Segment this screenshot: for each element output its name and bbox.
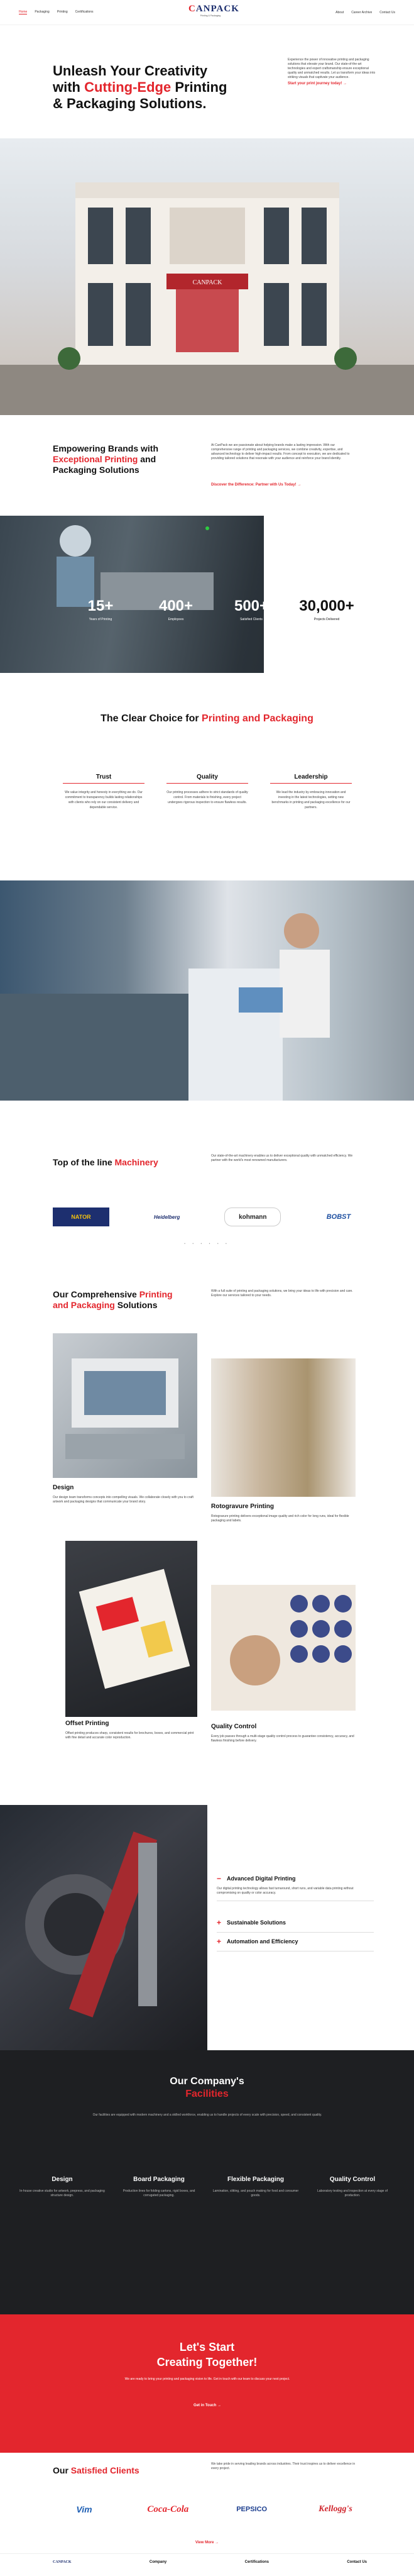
empowering-title: Empowering Brands with Exceptional Printing and Packaging Solutions (53, 443, 159, 475)
cta-band (0, 2314, 414, 2453)
pillar-divider (270, 783, 352, 784)
partner-link[interactable]: Discover the Difference: Partner with Us Today! → (211, 483, 302, 487)
accordion-body: Our digital printing technology allows fast turnaround, short runs, and variable data printing without compromising on quality or color accuracy. (217, 1887, 354, 1895)
client-logo: Kellogg's (319, 2504, 352, 2514)
brand-logo: kohmann (224, 1208, 281, 1226)
accordion-header[interactable]: + Automation and Efficiency (217, 1937, 298, 1946)
footer-logo[interactable]: CANPACK (53, 2560, 72, 2564)
carousel-dots[interactable]: • • • • • • (184, 1242, 230, 1246)
solutions-title: Our Comprehensive Printing and Packaging Solutions (53, 1289, 173, 1310)
footer (0, 2553, 414, 2576)
clear-choice-title: The Clear Choice for Printing and Packaging (101, 713, 313, 724)
design-title: Design (53, 1484, 74, 1491)
logo[interactable] (188, 4, 239, 21)
arrow-right-icon: → (217, 2404, 221, 2407)
minus-icon: − (217, 1874, 222, 1883)
offset-image (65, 1541, 197, 1717)
get-in-touch-button[interactable]: Get in Touch → (193, 2404, 221, 2407)
quality-control-title: Quality Control (211, 1723, 257, 1730)
offset-desc: Offset printing produces sharp, consistent results for brochures, boxes, and commercial print with fine detail and accurate color reproduction. (65, 1731, 194, 1740)
press-photo (0, 1805, 207, 2050)
facilities-section (0, 2050, 414, 2314)
nav-certifications[interactable]: Certifications (75, 10, 94, 14)
accordion-sustainable[interactable] (217, 1918, 374, 1933)
footer-contact-heading: Contact Us (347, 2560, 367, 2564)
accordion-divider (217, 1932, 374, 1933)
clients-text: We take pride in serving leading brands across industries. Their trust inspires us to deliver excellence in every project. (211, 2462, 356, 2470)
pillar-trust: Trust We value integrity and honesty in everything we do. Our commitment to transparency builds lasting relationships with clients who rely on our consistent delivery and dependable service. (63, 774, 144, 810)
logo-text: ANPACK (195, 4, 239, 14)
offset-title: Offset Printing (65, 1720, 109, 1727)
footer-columns (53, 2560, 367, 2564)
nav-home[interactable]: Home (19, 10, 28, 14)
accordion-header[interactable]: − Advanced Digital Printing (217, 1874, 296, 1883)
hero-cta-link[interactable]: Start your print journey today! → (288, 82, 347, 86)
facility-flexible-packaging: Flexible Packaging Lamination, slitting, and pouch making for food and consumer goods. (212, 2176, 299, 2197)
hero (0, 25, 414, 138)
machinery-title: Top of the line Machinery (53, 1157, 158, 1167)
top-nav (0, 0, 414, 25)
client-logo: Coca-Cola (147, 2504, 189, 2514)
footer-company-heading: Company (149, 2560, 167, 2564)
facility-board-packaging: Board Packaging Production lines for folding cartons, rigid boxes, and corrugated packaging. (123, 2176, 195, 2197)
accordion-automation[interactable] (217, 1937, 374, 1951)
nav-career[interactable]: Career Archive (351, 10, 373, 14)
solutions-text: With a full suite of printing and packaging solutions, we bring your ideas to life with precision and care. Explore our services tailored to your needs. (211, 1289, 353, 1297)
pillar-leadership: Leadership We lead the industry by embracing innovation and investing in the latest technologies, setting new benchmarks in printing and packaging excellence for our partners. (270, 774, 352, 810)
plus-icon: + (217, 1918, 222, 1927)
rotogravure-image (211, 1358, 356, 1497)
building-photo (0, 138, 414, 415)
nav-packaging[interactable]: Packaging (35, 10, 50, 14)
hero-description: Experience the power of innovative printing and packaging solutions that elevate your brand. Our state-of-the-art technologies and expert craftsmanship ensure exceptional quality and unmatched results. Let us transform your ideas into striking visuals that captivate your audience. (288, 58, 376, 79)
stat-years: 15+ Years of Printing (87, 597, 114, 621)
stat-employees: 400+ Employees (158, 597, 193, 621)
nav-right (335, 11, 395, 14)
brand-logo: BOBST (326, 1213, 351, 1221)
arrow-right-icon: → (297, 483, 302, 487)
plus-icon: + (217, 1937, 222, 1946)
cta-text: We are ready to bring your printing and packaging vision to life. Get in touch with our team to discuss your next project. (124, 2377, 290, 2381)
clients-title: Our Satisfied Clients (53, 2465, 139, 2475)
nav-about[interactable]: About (335, 10, 344, 14)
client-logos (53, 2497, 367, 2522)
logo-tagline: Printing & Packaging (200, 14, 221, 17)
rotogravure-desc: Rotogravure printing delivers exceptional image quality and rich color for long runs, ideal for flexible packaging and labels. (211, 1514, 349, 1523)
workers-photo (0, 880, 414, 1101)
nav-left (19, 10, 94, 14)
factory-photo (0, 516, 414, 673)
design-desc: Our design team transforms concepts into compelling visuals. We collaborate closely with you to craft artwork and packaging designs that communicate your brand story. (53, 1496, 193, 1504)
pillar-quality: Quality Our printing processes adhere to strict standards of quality control. From materials to finishing, every project undergoes rigorous inspection to ensure flawless results. (166, 774, 248, 804)
hero-title: Unleash Your Creativity with Cutting-Edge Printing & Packaging Solutions. (53, 63, 227, 111)
pillar-divider (166, 783, 248, 784)
building-sign: CANPACK (192, 279, 222, 286)
nav-contact[interactable]: Contact Us (379, 10, 395, 14)
facility-design: Design In-house creative studio for artwork, prepress, and packaging structure design. (19, 2176, 105, 2197)
quality-control-desc: Every job passes through a multi-stage quality control process to guarantee consistency, accuracy, and flawless finishing before delivery. (211, 1735, 354, 1743)
rotogravure-title: Rotogravure Printing (211, 1503, 275, 1510)
stats-row (63, 597, 364, 621)
factory-illustration (0, 516, 414, 673)
accordion-digital[interactable] (217, 1874, 374, 1901)
empowering-text: At CanPack we are passionate about helping brands make a lasting impression. With our comprehensive range of printing and packaging services, we combine creativity, expertise, and advanced technology to deliver high-impact results. From concept to execution, we are dedicated to providing tailored solutions that resonate with your audience and reinforce your brand identity. (211, 443, 350, 460)
facility-quality-control: Quality Control Laboratory testing and inspection at every stage of production. (317, 2176, 388, 2197)
client-logo: Vim (76, 2504, 92, 2514)
facilities-title: Our Company's Facilities (170, 2076, 244, 2099)
building-illustration (0, 138, 414, 415)
accordion-header[interactable]: + Sustainable Solutions (217, 1918, 286, 1927)
client-logo: PEPSICO (236, 2506, 268, 2513)
arrow-right-icon: → (215, 2541, 219, 2545)
pillars (63, 774, 352, 810)
design-image (53, 1333, 197, 1478)
footer-certifications-heading: Certifications (244, 2560, 269, 2564)
workers-illustration (0, 880, 414, 1101)
brand-logo: Heidelberg (153, 1214, 180, 1220)
quality-control-image (211, 1585, 356, 1711)
logo-mark: CANPACK (188, 4, 239, 14)
facilities-columns (19, 2176, 396, 2198)
pillar-divider (63, 783, 144, 784)
facilities-text: Our facilities are equipped with modern machinery and a skilled workforce, enabling us to handle projects of every scale with precision, speed, and consistent quality. (92, 2113, 322, 2117)
cta-title: Let's Start Creating Together! (156, 2341, 258, 2368)
arrow-right-icon: → (343, 82, 347, 86)
brand-logos (53, 1208, 367, 1226)
brand-logo: NATOR (53, 1208, 109, 1226)
stat-clients: 500+ Satisfied Clients (234, 597, 269, 621)
view-more-link[interactable]: View More → (195, 2541, 219, 2545)
nav-printing[interactable]: Printing (57, 10, 68, 14)
machinery-text: Our state-of-the-art machinery enables us to deliver exceptional quality with unmatched efficiency. We partner with the world's most renowned manufacturers. (211, 1154, 353, 1162)
stat-projects: 30,000+ Projects Delivered (299, 597, 354, 621)
